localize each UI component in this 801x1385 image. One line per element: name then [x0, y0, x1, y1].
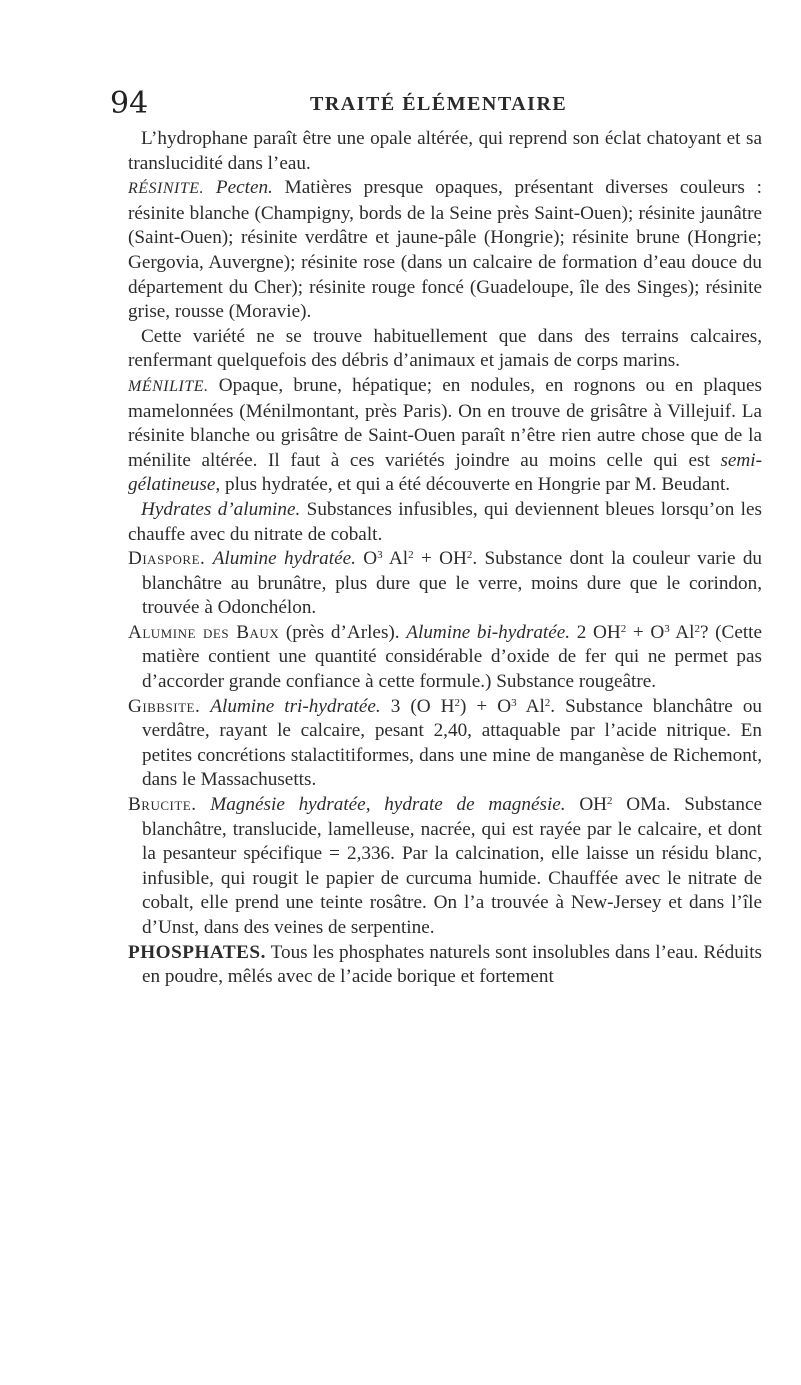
- paragraph-hydrophane: [128, 127, 762, 176]
- entry-alumine-baux-place: (près d’Arles).: [285, 621, 400, 643]
- entry-resinite-latin: Pecten.: [215, 177, 273, 199]
- entry-diaspore: [128, 547, 763, 621]
- entry-alumine-baux-latin: Alumine bi-hydratée.: [406, 621, 571, 643]
- entry-alumine-baux-text: ? (Cette matière contient une quantité considérable d’oxide de fer qui ne permet pas d’accorder grande confiance à cette formule.) Substance rougeâtre.: [142, 621, 763, 693]
- entry-gibbsite: [128, 695, 763, 793]
- entry-menilite-semi: semi-gélatineuse,: [128, 449, 763, 496]
- entry-diaspore-latin: Alumine hydratée.: [212, 548, 356, 570]
- entry-menilite-text-2: plus hydratée, et qui a été découverte en Hongrie par M. Beudant.: [224, 474, 731, 496]
- section-hydrates-title: Hydrates d’alumine.: [141, 498, 301, 520]
- entry-alumine-baux-name: Alumine des Baux: [128, 621, 280, 643]
- entry-menilite-title: MÉNILITE.: [128, 377, 209, 395]
- entry-gibbsite-latin: Alumine tri-hydratée.: [210, 695, 381, 717]
- entry-brucite-latin: Magnésie hydratée, hydrate de magnésie.: [210, 794, 566, 816]
- section-phosphates-text: Tous les phosphates naturels sont insolubles dans l’eau. Réduits en poudre, mêlés avec de l’acide borique et fortement: [142, 941, 763, 988]
- entry-alumine-baux: [128, 621, 763, 695]
- section-phosphates: [128, 941, 763, 990]
- entry-brucite: [128, 793, 763, 941]
- entry-diaspore-name: Diaspore.: [128, 548, 206, 570]
- entry-resinite-title: RÉSINITE.: [128, 180, 205, 198]
- entry-alumine-baux-formula: 2 $OH^2 + O^3$ Al$^2$: [576, 621, 700, 643]
- paragraph-hydrophane-text: L’hydrophane paraît être une opale altérée, qui reprend son éclat chatoyant et sa translucidité dans l’eau.: [128, 128, 762, 174]
- entry-gibbsite-name: Gibbsite.: [128, 695, 201, 717]
- page-number: 94: [110, 86, 149, 121]
- page-header: [110, 86, 760, 126]
- section-hydrates-text: Substances infusibles, qui deviennent bleues lorsqu’on les chauffe avec du nitrate de cobalt.: [128, 498, 762, 545]
- entry-gibbsite-formula: 3 (O $H^2) + O^3$ Al$^2$: [390, 695, 551, 717]
- paragraph-variete: [128, 325, 762, 374]
- entry-resinite-text: Matières presque opaques, présentant diverses couleurs : résinite blanche (Champigny, bords de la Seine près Saint-Ouen); résinite jaunâtre (Saint-Ouen); résinite verdâtre et jaune-pâle (Hongrie); résinite brune (Hongrie; Gergovia, Auvergne); résinite rose (dans un calcaire de formation d’eau douce du département du Cher); résinite rouge foncé (Guadeloupe, île des Singes); résinite grise, rousse (Moravie).: [128, 177, 763, 323]
- page-body: [128, 127, 762, 990]
- entry-resinite: [128, 176, 762, 325]
- entry-diaspore-text: . Substance dont la couleur varie du blanchâtre au brunâtre, plus dure que le verre, moins dure que le corindon, trouvée à Odonchélon.: [142, 548, 763, 619]
- entry-brucite-text: Substance blanchâtre, translucide, lamelleuse, nacrée, qui est rayée par le calcaire, et dont la pesanteur spécifique = 2,336. Par la calcination, elle laisse un résidu blanc, infusible, qui rougit le papier de curcuma humide. Chauffée avec le nitrate de cobalt, elle prend une teinte rosâtre. On l’a trouvée à New-Jersey et dans l’île d’Unst, dans des veines de serpentine.: [142, 794, 763, 938]
- section-hydrates-alumine: [128, 498, 762, 547]
- paragraph-variete-text: Cette variété ne se trouve habituellement que dans des terrains calcaires, renfermant quelquefois des débris d’animaux et jamais de corps marins.: [128, 325, 762, 372]
- entry-menilite-text-1: Opaque, brune, hépatique; en nodules, en rognons ou en plaques mamelonnées (Ménilmontant, près Paris). On en trouve de grisâtre à Villejuif. La résinite blanche ou grisâtre de Saint-Ouen paraît n’être rien autre chose que de la ménilite altérée. Il faut à ces variétés joindre au moins celle qui est: [128, 374, 762, 471]
- entry-diaspore-formula: $O^3$ $Al^2 + OH^2$: [363, 548, 473, 570]
- entry-brucite-formula: $OH^2$ OMa.: [579, 794, 671, 816]
- entry-menilite: [128, 374, 762, 498]
- entry-brucite-name: Brucite.: [128, 794, 197, 816]
- running-title: TRAITÉ ÉLÉMENTAIRE: [310, 93, 568, 115]
- section-phosphates-title: PHOSPHATES.: [128, 941, 266, 963]
- entry-gibbsite-text: . Substance blanchâtre ou verdâtre, rayant le calcaire, pesant 2,40, attaquable par l’acide nitrique. En petites concrétions stalactitiformes, dans une mine de manganèse de Richemont, dans le Massachusetts.: [142, 695, 763, 791]
